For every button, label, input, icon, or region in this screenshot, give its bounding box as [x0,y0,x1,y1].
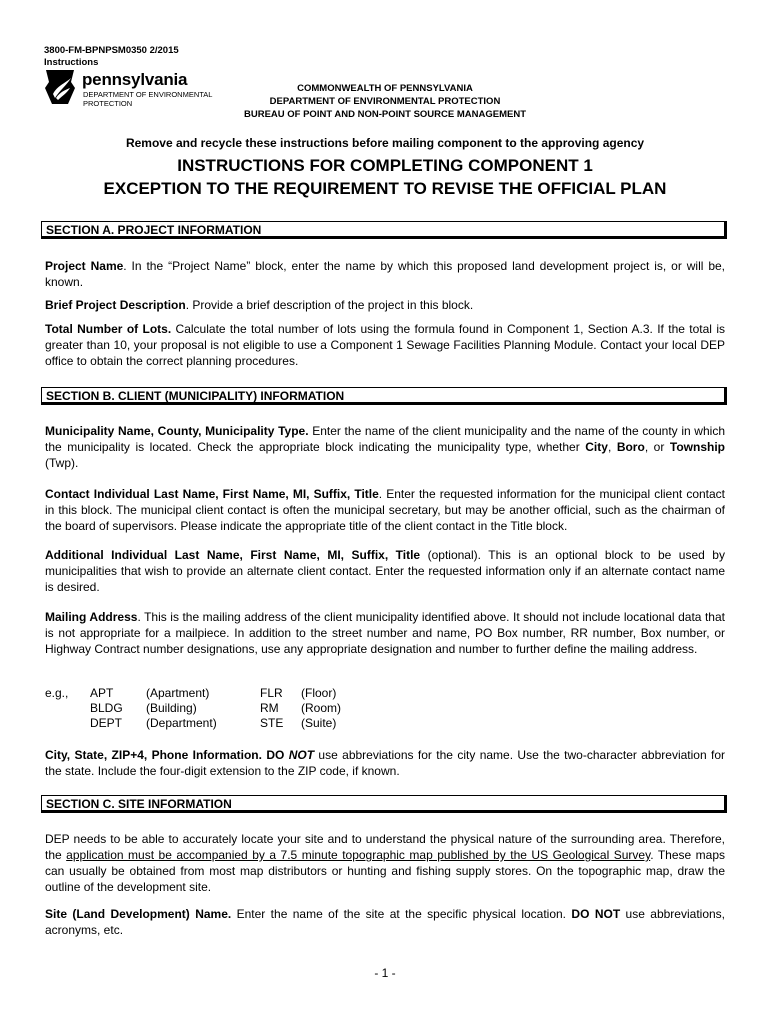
title-line2: EXCEPTION TO THE REQUIREMENT TO REVISE THE OFFICIAL PLAN [103,179,667,198]
not-label: NOT [288,748,315,762]
project-name-paragraph [45,258,725,290]
site-name-text: Enter the name of the site at the specific physical location. [231,907,572,921]
abbr-floor: (Floor) [301,686,337,700]
type-end: (Twp). [45,456,79,470]
total-lots-label: Total Number of Lots. [45,322,172,336]
contact-individual-text: . Enter the requested information for the municipal client contact in this block. The municipal client contact is often the municipal secretary, but may be another official, such as the chairman of the board of supervisors. Please indicate the appropriate title of the client contact in the Title block. [45,487,726,533]
agency-heading [200,82,570,121]
total-lots-text: Calculate the total number of lots using the formula found in Component 1, Section A.3. If the total is greater than 10, your proposal is not eligible to use a Component 1 Sewage Facilities Planning Module. Contact your local DEP office to obtain the correct planning procedures. [45,322,725,368]
site-info-text-b: . These maps can usually be obtained from most map distributors or hunting and fishing supply stores. On the topographic map, draw the outline of the development site. [45,848,726,894]
additional-individual-paragraph [45,547,725,595]
section-b-heading: SECTION B. CLIENT (MUNICIPALITY) INFORMATION [41,387,727,405]
city-state-zip-label: City, State, ZIP+4, Phone Information. [45,748,262,762]
mailing-address-paragraph [45,609,725,657]
project-description-label: Brief Project Description [45,298,186,312]
site-info-paragraph [45,831,725,895]
mailing-address-label: Mailing Address [45,610,138,624]
abbr-column-1 [90,686,123,731]
eg-label: e.g., [45,686,69,700]
topographic-map-requirement: application must be accompanied by a 7.5 minute topographic map published by the US Geological Survey [66,848,651,862]
type-sep-1: , [607,440,617,454]
logo-dept-line1: DEPARTMENT OF ENVIRONMENTAL [83,90,213,99]
section-a-heading: SECTION A. PROJECT INFORMATION [41,221,727,239]
abbr-column-2 [146,686,217,731]
keystone-logo-icon [44,68,76,106]
section-c-heading: SECTION C. SITE INFORMATION [41,795,727,813]
type-sep-2: , or [644,440,670,454]
abbr-column-4 [301,686,341,731]
municipality-text: Enter the name of the client municipality and the name of the county in which the municipality is located. Check the appropriate block indicating the municipality type, whether [45,424,725,454]
form-id: 3800-FM-BPNPSM0350 2/2015 [44,45,179,56]
site-name-label: Site (Land Development) Name. [45,907,232,921]
contact-individual-label: Contact Individual Last Name, First Name, MI, Suffix, Title [45,487,379,501]
project-name-label: Project Name [45,259,124,273]
site-name-paragraph [45,906,725,938]
abbr-column-3 [260,686,283,731]
abbr-suite: (Suite) [301,716,337,730]
site-name-end: use abbreviations, acronyms, etc. [45,907,725,937]
do-not-label: DO NOT [571,907,621,921]
municipality-paragraph [45,423,725,471]
document-title [44,154,726,200]
title-line1: INSTRUCTIONS FOR COMPLETING COMPONENT 1 [177,156,593,175]
pa-dep-logo [44,68,224,110]
project-name-text: . In the “Project Name” block, enter the name by which this proposed land development project is, or will be, known. [45,259,726,289]
agency-line1: COMMONWEALTH OF PENNSYLVANIA [297,83,473,94]
abbr-room: (Room) [301,701,342,715]
abbr-ste: STE [260,716,284,730]
logo-name: pennsylvania [82,70,188,89]
abbr-rm: RM [260,701,279,715]
abbr-bldg: BLDG [90,701,123,715]
logo-department [83,90,212,108]
abbr-apartment: (Apartment) [146,686,210,700]
additional-individual-text: (optional). This is an optional block to be used by municipalities that wish to provide an alternate client contact. Enter the requested information only if an alternate contact name is desired. [45,548,725,594]
project-description-text: . Provide a brief description of the project in this block. [185,298,474,312]
city-state-zip-paragraph [45,747,725,779]
page-number: - 1 - [374,966,396,980]
city-state-zip-text: use abbreviations for the city name. Use the two-character abbreviation for the state. Include the four-digit extension to the ZIP code, if known. [45,748,726,778]
form-identifier [44,45,179,69]
additional-individual-label: Additional Individual Last Name, First Name, MI, Suffix, Title [45,548,421,562]
abbr-department: (Department) [146,716,217,730]
mailing-address-text: . This is the mailing address of the client municipality identified above. It should not include locational data that is not appropriate for a mailpiece. In addition to the street number and name, PO Box number, RR number, Box number, or Highway Contract number designations, use any appropriate designation and number to further define the mailing address. [45,610,725,656]
project-description-paragraph [45,297,725,313]
type-city: City [585,440,608,454]
municipality-label: Municipality Name, County, Municipality Type. [45,424,309,438]
site-info-text-a: DEP needs to be able to accurately locate your site and to understand the physical nature of the surrounding area. Therefore, the [45,832,725,862]
do-label: DO [261,748,289,762]
type-township: Township [669,440,726,454]
abbr-flr: FLR [260,686,283,700]
remove-note: Remove and recycle these instructions before mailing component to the approving agency [125,136,645,150]
form-type: Instructions [44,57,99,68]
abbr-building: (Building) [146,701,197,715]
agency-line3: BUREAU OF POINT AND NON-POINT SOURCE MANAGEMENT [243,109,526,120]
type-boro: Boro [616,440,645,454]
contact-individual-paragraph [45,486,725,534]
total-lots-paragraph [45,321,725,369]
logo-dept-line2: PROTECTION [83,99,133,108]
agency-line2: DEPARTMENT OF ENVIRONMENTAL PROTECTION [269,96,501,107]
abbr-dept: DEPT [90,716,123,730]
abbr-apt: APT [90,686,114,700]
